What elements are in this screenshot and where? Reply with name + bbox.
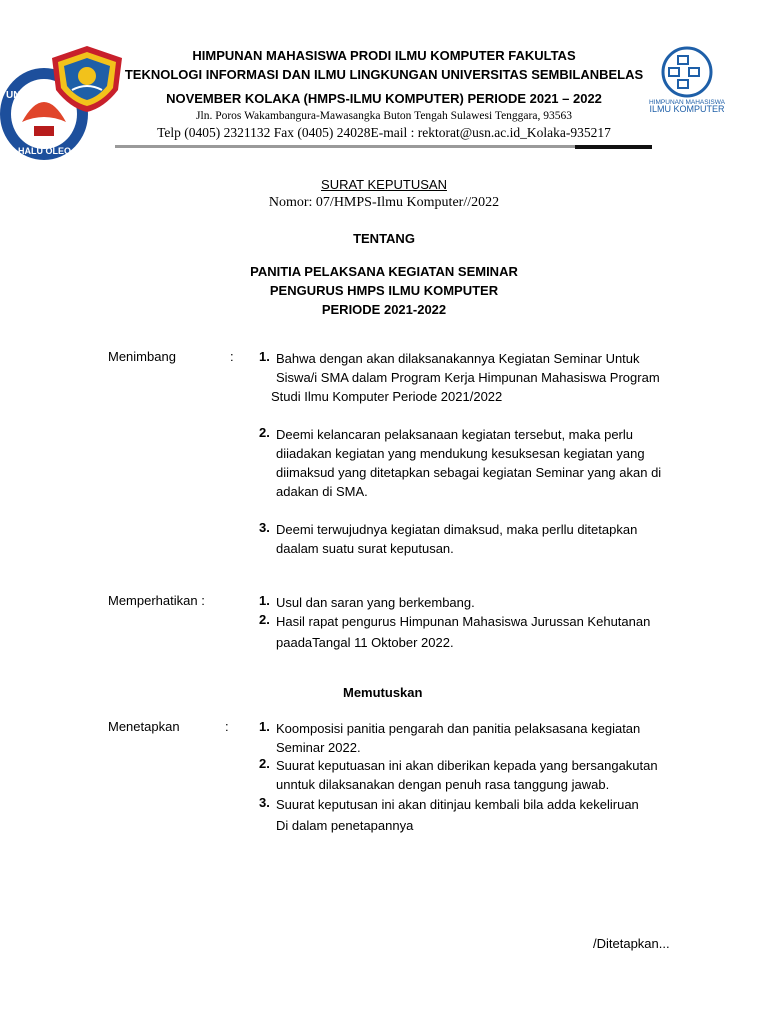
menimbang-item-number: 2. xyxy=(259,425,270,440)
letterhead-rule-accent xyxy=(575,145,652,149)
document-number: Nomor: 07/HMPS-Ilmu Komputer//2022 xyxy=(268,195,500,210)
text-line: diimaksud yang ditetapkan sebagai kegiatan Seminar yang akan di xyxy=(276,465,662,480)
menimbang-item-2 xyxy=(276,425,696,501)
memperhatikan-item-1 xyxy=(276,593,696,612)
logo-text-1: HIMPUNAN MAHASISWA xyxy=(649,99,725,106)
memutuskan-heading: Memutuskan xyxy=(343,685,423,700)
text-line: Bahwa dengan akan dilaksanakannya Kegiatan Seminar Untuk xyxy=(276,351,640,366)
text-line: unntuk dilaksanakan dengan penuh rasa tanggung jawab. xyxy=(276,777,610,792)
continuation-note: /Ditetapkan... xyxy=(593,936,670,951)
menetapkan-label: Menetapkan xyxy=(108,719,180,734)
menetapkan-item-2 xyxy=(276,756,696,794)
letterhead-address: Jln. Poros Wakambangura-Mawasangka Buton Tengah Sulawesi Tenggara, 93563 xyxy=(196,110,572,122)
letterhead-line-2: TEKNOLOGI INFORMASI DAN ILMU LINGKUNGAN UNIVERSITAS SEMBILANBELAS xyxy=(124,67,644,82)
menetapkan-item-number: 3. xyxy=(259,795,270,810)
usn-shield-logo xyxy=(48,44,126,114)
text-line: Deemi kelancaran pelaksanaan kegiatan tersebut, maka perlu xyxy=(276,427,633,442)
text-line: adakan di SMA. xyxy=(276,484,368,499)
document-heading: SURAT KEPUTUSAN xyxy=(321,177,447,192)
subject-line-1: PANITIA PELAKSANA KEGIATAN SEMINAR xyxy=(250,264,518,279)
text-line: Suurat keputuasan ini akan diberikan kepada yang bersangakutan xyxy=(276,758,658,773)
text-line: Usul dan saran yang berkembang. xyxy=(276,595,475,610)
seal-text-top: UNIVE xyxy=(6,90,37,101)
text-line: paadaTangal 11 Oktober 2022. xyxy=(276,635,454,650)
letterhead-rule xyxy=(115,145,651,148)
subject-line-3: PERIODE 2021-2022 xyxy=(321,302,447,317)
menimbang-item-number: 3. xyxy=(259,520,270,535)
hmps-ilmu-komputer-logo xyxy=(645,46,729,116)
text-line: Koomposisi panitia pengarah dan panitia pelaksasana kegiatan xyxy=(276,721,641,736)
menimbang-item-number: 1. xyxy=(259,349,270,364)
menetapkan-item-number: 2. xyxy=(259,756,270,771)
text-line: diiadakan kegiatan yang mendukung kesuksesan kegiatan yang xyxy=(276,446,645,461)
letterhead-line-3: NOVEMBER KOLAKA (HMPS-ILMU KOMPUTER) PERIODE 2021 – 2022 xyxy=(166,91,602,106)
menimbang-item-1 xyxy=(271,349,696,406)
seal-text-bottom: HALU OLEO xyxy=(18,146,71,156)
letterhead-line-1: HIMPUNAN MAHASISWA PRODI ILMU KOMPUTER FAKULTAS xyxy=(192,48,576,63)
text-line: Siswa/i SMA dalam Program Kerja Himpunan Mahasiswa Program xyxy=(276,370,660,385)
text-line: Di dalam penetapannya xyxy=(276,818,414,833)
menimbang-colon: : xyxy=(230,349,234,364)
letterhead-contact: Telp (0405) 2321132 Fax (0405) 24028E-mail : rektorat@usn.ac.id_Kolaka-935217 xyxy=(157,125,611,140)
menimbang-label: Menimbang xyxy=(108,349,176,364)
menetapkan-item-number: 1. xyxy=(259,719,270,734)
menetapkan-item-3 xyxy=(276,795,696,835)
memperhatikan-item-2 xyxy=(276,612,696,652)
memperhatikan-item-number: 1. xyxy=(259,593,270,608)
about-heading: TENTANG xyxy=(353,231,415,246)
text-line: Suurat keputusan ini akan ditinjau kembali bila adda kekeliruan xyxy=(276,797,639,812)
text-line: Studi Ilmu Komputer Periode 2021/2022 xyxy=(271,389,503,404)
menimbang-item-3 xyxy=(276,520,696,558)
text-line: daalam suatu surat keputusan. xyxy=(276,541,454,556)
memperhatikan-label: Memperhatikan : xyxy=(108,593,205,608)
logo-text-2: ILMU KOMPUTER xyxy=(649,104,725,114)
memperhatikan-item-number: 2. xyxy=(259,612,270,627)
text-line: Seminar 2022. xyxy=(276,740,361,755)
menetapkan-item-1 xyxy=(276,719,696,757)
text-line: Deemi terwujudnya kegiatan dimaksud, maka perllu ditetapkan xyxy=(276,522,638,537)
subject-line-2: PENGURUS HMPS ILMU KOMPUTER xyxy=(269,283,499,298)
menetapkan-colon: : xyxy=(225,719,229,734)
text-line: Hasil rapat pengurus Himpunan Mahasiswa Jurussan Kehutanan xyxy=(276,614,651,629)
